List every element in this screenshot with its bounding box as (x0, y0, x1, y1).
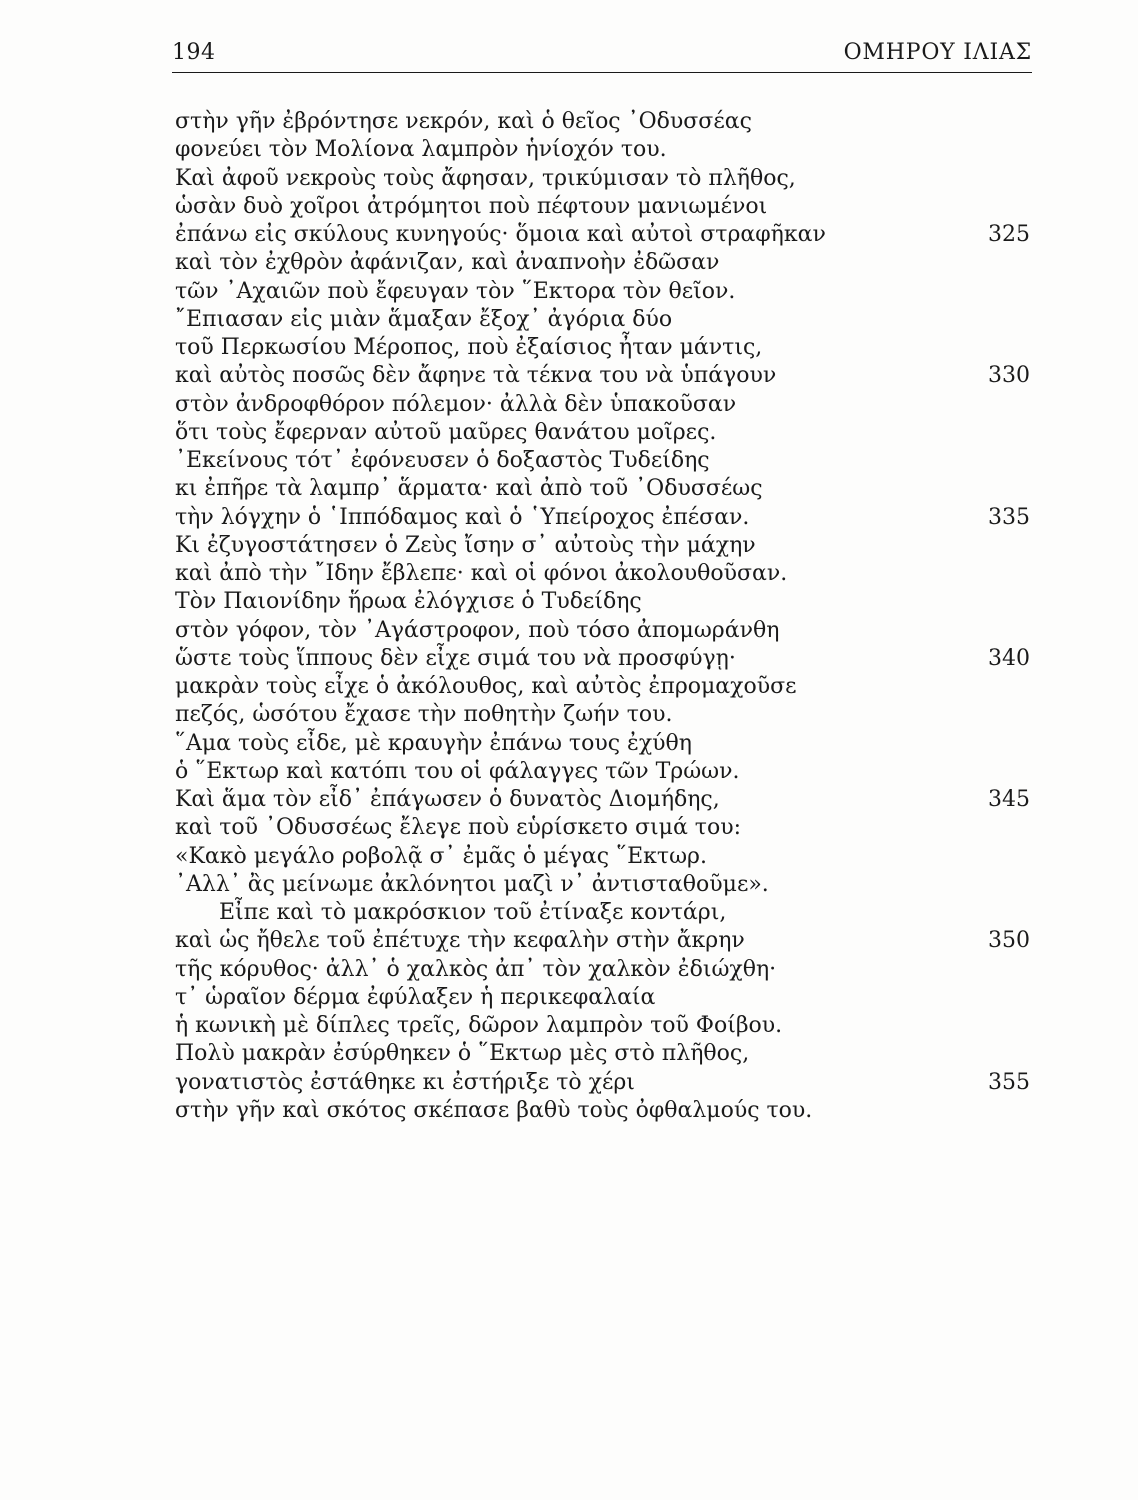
line-number: 330 (988, 363, 1030, 389)
verse-text: κι ἐπῆρε τὰ λαμπρ᾿ ἅρματα· καὶ ἀπὸ τοῦ ᾿Οδυσσέως (175, 476, 763, 502)
verse-line (175, 673, 1030, 701)
verse-line (175, 730, 1030, 758)
verse-text: φονεύει τὸν Μολίονα λαμπρὸν ἡνίοχόν του. (175, 137, 667, 163)
verse-text: τοῦ Περκωσίου Μέροπος, ποὺ ἐξαίσιος ἦταν μάντις, (175, 335, 763, 360)
verse-line (175, 560, 1030, 588)
verse-text: ὥστε τοὺς ἵππους δὲν εἶχε σιμά του νὰ προσφύγῃ· (175, 645, 736, 671)
verse-text: πεζός, ὡσότου ἔχασε τὴν ποθητὴν ζωήν του. (175, 702, 673, 728)
verse-line (175, 334, 1030, 362)
verse-text: ὁ ῞Εκτωρ καὶ κατόπι του οἱ φάλαγγες τῶν Τρώων. (175, 758, 740, 784)
verse-text: στὴν γῆν ἐβρόντησε νεκρόν, καὶ ὁ θεῖος ᾿Οδυσσέας (175, 109, 752, 134)
verse-line (175, 165, 1030, 193)
verse-text: τῶν ᾿Αχαιῶν ποὺ ἔφευγαν τὸν ῞Εκτορα τὸν θεῖον. (175, 278, 736, 304)
verse-line (175, 1040, 1030, 1068)
verse-text: ὡσὰν δυὸ χοῖροι ἀτρόμητοι ποὺ πέφτουν μανιωμένοι (175, 193, 768, 219)
verse-text: Κι ἐζυγοστάτησεν ὁ Ζεὺς ἴσην σ᾿ αὐτοὺς τὴν μάχην (175, 532, 756, 558)
verse-text: Τὸν Παιονίδην ἥρωα ἐλόγχισε ὁ Τυδείδης (175, 589, 642, 615)
running-title: ΟΜΗΡΟΥ ΙΛΙΑΣ (843, 40, 1032, 65)
verse-text: καὶ τοῦ ᾿Οδυσσέως ἔλεγε ποὺ εὑρίσκετο σιμά του: (175, 815, 742, 841)
verse-line (175, 391, 1030, 419)
verse-text: καὶ αὐτὸς ποσῶς δὲν ἄφηνε τὰ τέκνα του νὰ ὑπάγουν (175, 363, 777, 389)
verse-text: γονατιστὸς ἐστάθηκε κι ἐστήριξε τὸ χέρι (175, 1069, 635, 1095)
verse-line (175, 1012, 1030, 1040)
verse-line (175, 814, 1030, 842)
verse-text: ᾿Εκείνους τότ᾿ ἐφόνευσεν ὁ δοξαστὸς Τυδείδης (175, 448, 710, 473)
verse-line (175, 1097, 1030, 1125)
verse-line (175, 249, 1030, 277)
verse-line (175, 447, 1030, 475)
verse-line (175, 532, 1030, 560)
verse-line (175, 956, 1030, 984)
verse-text: ἡ κωνικὴ μὲ δίπλες τρεῖς, δῶρον λαμπρὸν τοῦ Φοίβου. (175, 1013, 783, 1038)
page-header (172, 40, 1032, 72)
verse-text: τῆς κόρυθος· ἀλλ᾿ ὁ χαλκὸς ἀπ᾿ τὸν χαλκὸν ἐδιώχθη· (175, 956, 777, 982)
line-number: 340 (988, 645, 1030, 671)
verse-line (175, 899, 1030, 927)
verse-line (175, 306, 1030, 334)
verse-text: «Κακὸ μεγάλο ροβολᾷ σ᾿ ἐμᾶς ὁ μέγας ῞Εκτωρ. (175, 843, 707, 869)
verse-line (175, 108, 1030, 136)
verse-line (175, 701, 1030, 729)
verse-line (175, 786, 1030, 814)
verse-line (175, 843, 1030, 871)
line-number: 355 (988, 1069, 1030, 1095)
verse-line (175, 475, 1030, 503)
verse-text: ᾿Αλλ᾿ ἂς μείνωμε ἀκλόνητοι μαζὶ ν᾿ ἀντισταθοῦμε». (175, 871, 769, 897)
verse-line (175, 221, 1030, 249)
header-rule (172, 72, 1032, 73)
verse-text: Πολὺ μακρὰν ἐσύρθηκεν ὁ ῞Εκτωρ μὲς στὸ πλῆθος, (175, 1041, 750, 1067)
verse-text: καὶ ἀπὸ τὴν ῎Ιδην ἔβλεπε· καὶ οἱ φόνοι ἀκολουθοῦσαν. (175, 561, 788, 586)
verse-line (175, 419, 1030, 447)
verse-text: στὴν γῆν καὶ σκότος σκέπασε βαθὺ τοὺς ὀφθαλμούς του. (175, 1097, 813, 1123)
line-number: 350 (988, 928, 1030, 954)
verse-line (175, 1069, 1030, 1097)
verse-text: τὴν λόγχην ὁ ῾Ιππόδαμος καὶ ὁ ῾Υπείροχος ἐπέσαν. (175, 504, 750, 530)
verse-text: Καὶ ἀφοῦ νεκροὺς τοὺς ἄφησαν, τρικύμισαν τὸ πλῆθος, (175, 165, 796, 191)
verse-line (175, 136, 1030, 164)
verse-text: ἐπάνω εἰς σκύλους κυνηγούς· ὅμοια καὶ αὐτοὶ στραφῆκαν (175, 222, 826, 247)
verse-line (175, 984, 1030, 1012)
verse-text: στὸν γόφον, τὸν ᾿Αγάστροφον, ποὺ τόσο ἀπομωράνθη (175, 617, 780, 643)
line-number: 345 (988, 787, 1030, 812)
verse-text: Καὶ ἅμα τὸν εἶδ᾿ ἐπάγωσεν ὁ δυνατὸς Διομήδης, (175, 787, 720, 812)
verse-line (175, 617, 1030, 645)
verse-line (175, 645, 1030, 673)
verse-line (175, 504, 1030, 532)
verse-text: ῞Αμα τοὺς εἶδε, μὲ κραυγὴν ἐπάνω τους ἐχύθη (175, 730, 692, 756)
verse-line (175, 362, 1030, 390)
line-number: 325 (988, 222, 1030, 247)
verse-line (175, 758, 1030, 786)
verse-text: Εἶπε καὶ τὸ μακρόσκιον τοῦ ἐτίναξε κοντάρι, (219, 900, 727, 925)
verse-text: καὶ τὸν ἐχθρὸν ἀφάνιζαν, καὶ ἀναπνοὴν ἐδῶσαν (175, 250, 720, 276)
verse-text: μακρὰν τοὺς εἶχε ὁ ἀκόλουθος, καὶ αὐτὸς ἐπρομαχοῦσε (175, 674, 797, 699)
verse-line (175, 278, 1030, 306)
verse-text: στὸν ἀνδροφθόρον πόλεμον· ἀλλὰ δὲν ὑπακοῦσαν (175, 391, 737, 417)
verse-line (175, 871, 1030, 899)
verse-text: ῎Επιασαν εἰς μιὰν ἅμαξαν ἔξοχ᾿ ἀγόρια δύο (175, 306, 673, 332)
verse-list (175, 108, 1030, 1125)
page-number: 194 (172, 40, 216, 65)
verse-line (175, 588, 1030, 616)
line-number: 335 (988, 504, 1030, 530)
verse-text: ὅτι τοὺς ἔφερναν αὐτοῦ μαῦρες θανάτου μοῖρες. (175, 419, 717, 445)
verse-text: καὶ ὡς ἤθελε τοῦ ἐπέτυχε τὴν κεφαλὴν στὴν ἄκρην (175, 928, 745, 954)
verse-line (175, 927, 1030, 955)
verse-text: τ᾿ ὡραῖον δέρμα ἐφύλαξεν ἡ περικεφαλαία (175, 984, 656, 1010)
verse-line (175, 193, 1030, 221)
